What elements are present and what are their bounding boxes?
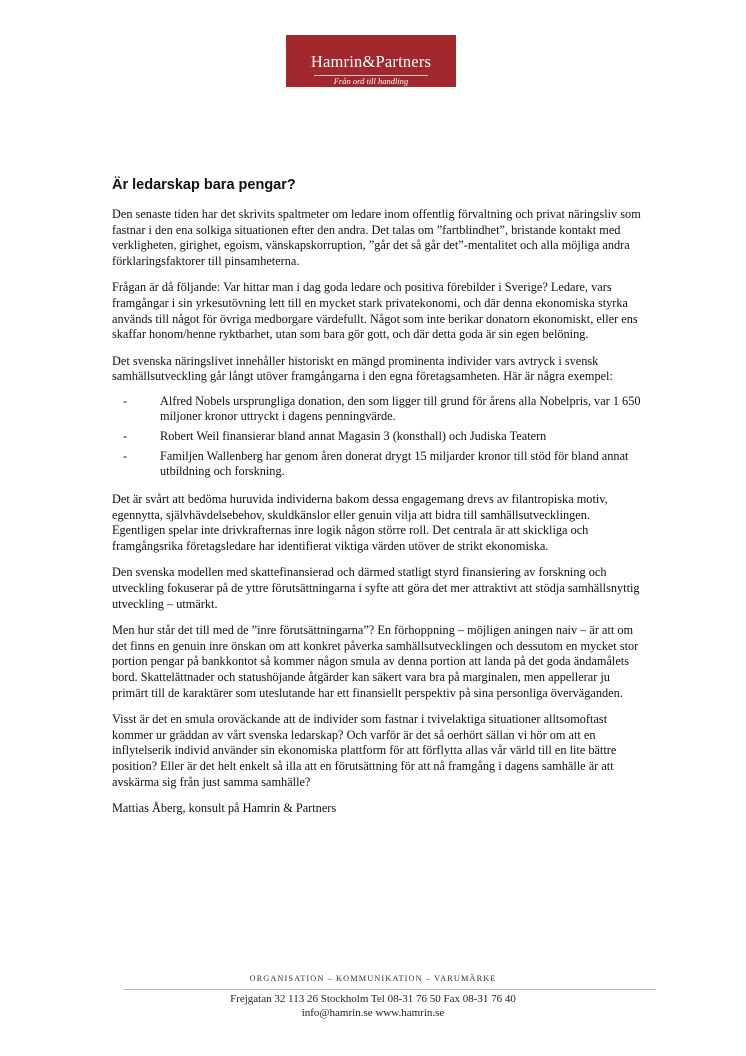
list-item <box>112 429 644 445</box>
article-paragraph-3: Det svenska näringslivet innehåller historiskt en mängd prominenta individer vars avtryck i svensk samhällsutveckling går långt utöver framgångarna i den egna företagsamheten. Här är några exempel: <box>112 353 613 384</box>
article-signature: Mattias Åberg, konsult på Hamrin & Partners <box>112 801 337 815</box>
list-dash: - <box>123 393 128 408</box>
list-item <box>112 394 644 425</box>
company-logo <box>286 35 456 87</box>
list-dash: - <box>123 448 128 463</box>
logo-tagline: Från ord till handling <box>333 76 409 86</box>
article-paragraph-2: Frågan är då följande: Var hittar man i dag goda ledare och positiva förebilder i Sverige? Ledare, vars framgångar i sin yrkesutövning lett till en mycket stark privatekonomi, och där denna ekonomiska styrka används till något för övriga medborgare värdefullt. Något som inte berikar donatorn ekonomiskt, eller ens skaffar honom/henne ryktbarhet, utan som bara gör gott, och där detta goda är sin egen belöning. <box>112 280 638 342</box>
article-paragraph-5: Den svenska modellen med skattefinansierad och därmed statligt styrd finansiering av forskning och utveckling fokuserar på de yttre förutsättningarna i syfte att göra det mer attraktivt att stödja samhällsnyttig utveckling – utmärkt. <box>112 565 640 611</box>
article-paragraph-1: Den senaste tiden har det skrivits spaltmeter om ledare inom offentlig förvaltning och privat näringsliv som fastnar i den ena solkiga situationen efter den andra. Det talas om ”fartblindhet”, bristande kontakt med verkligheten, girighet, egoism, vänskapskorruption, ”går det så går det”-mentalitet och alla möjliga andra förklaringsfaktorer till pinsamheterna. <box>112 207 641 269</box>
article-title: Är ledarskap bara pengar? <box>112 177 296 193</box>
footer-address: Frejgatan 32 113 26 Stockholm Tel 08-31 76 50 Fax 08-31 76 40 <box>230 993 516 1005</box>
list-item <box>112 449 644 480</box>
list-item-text: Robert Weil finansierar bland annat Magasin 3 (konsthall) och Judiska Teatern <box>160 428 547 443</box>
article-paragraph-4: Det är svårt att bedöma huruvida individerna bakom dessa engagemang drevs av filantropiska motiv, egennytta, självhävdelsebehov, skuldkänslor eller genuin vilja att bidra till samhällsutvecklingen. Egentligen spelar inte drivkrafternas inre logik någon större roll. Det centrala är att skickliga och framgångsrika företagsledare har identifierat viktiga värden utöver de strikt ekonomiska. <box>112 492 608 554</box>
list-dash: - <box>123 428 128 443</box>
footer-contact: info@hamrin.se www.hamrin.se <box>301 1007 445 1019</box>
footer-divider <box>124 989 656 990</box>
article-paragraph-6: Men hur står det till med de ”inre förutsättningarna”? En förhoppning – möjligen aningen naiv – är att om det finns en genuin inre önskan om att konkret påverka samhällsutvecklingen och dessutom en mycket stor portion pengar på bankkontot så kommer någon smula av denna portion att landa på det goda ändamålets bord. Skattelättnader och statushöjande åtgärder kan säkert vara bra på marginalen, men appellerar ju primärt till de karaktärer som uteslutande har ett finansiellt perspektiv på sina personliga överväganden. <box>112 622 639 700</box>
article-paragraph-7: Visst är det en smula oroväckande att de individer som fastnar i tvivelaktiga situationer alltsomoftast kommer ur gräddan av vårt svenska ledarskap? Och varför är det så oerhört sällan vi hör om att en inflytelserik individ använder sin ekonomiska plattform för att förflytta allas vår värld till en lite bättre position? Eller är det helt enkelt så illa att en förutsättning för att nå framgång i dagens samhälle är att avskärma sig från just samma samhälle? <box>112 711 617 789</box>
list-item-text: Familjen Wallenberg har genom åren donerat drygt 15 miljarder kronor till stöd för bland annat utbildning och forskning. <box>160 448 629 479</box>
logo-name: Hamrin&Partners <box>310 52 432 71</box>
footer-tagline: ORGANISATION – KOMMUNIKATION – VARUMÄRKE <box>249 974 497 983</box>
list-item-text: Alfred Nobels ursprungliga donation, den som ligger till grund för årens alla Nobelpris, var 1 650 miljoner kronor uttryckt i dagens penningvärde. <box>160 393 641 424</box>
example-list <box>112 394 644 481</box>
article <box>112 176 644 827</box>
